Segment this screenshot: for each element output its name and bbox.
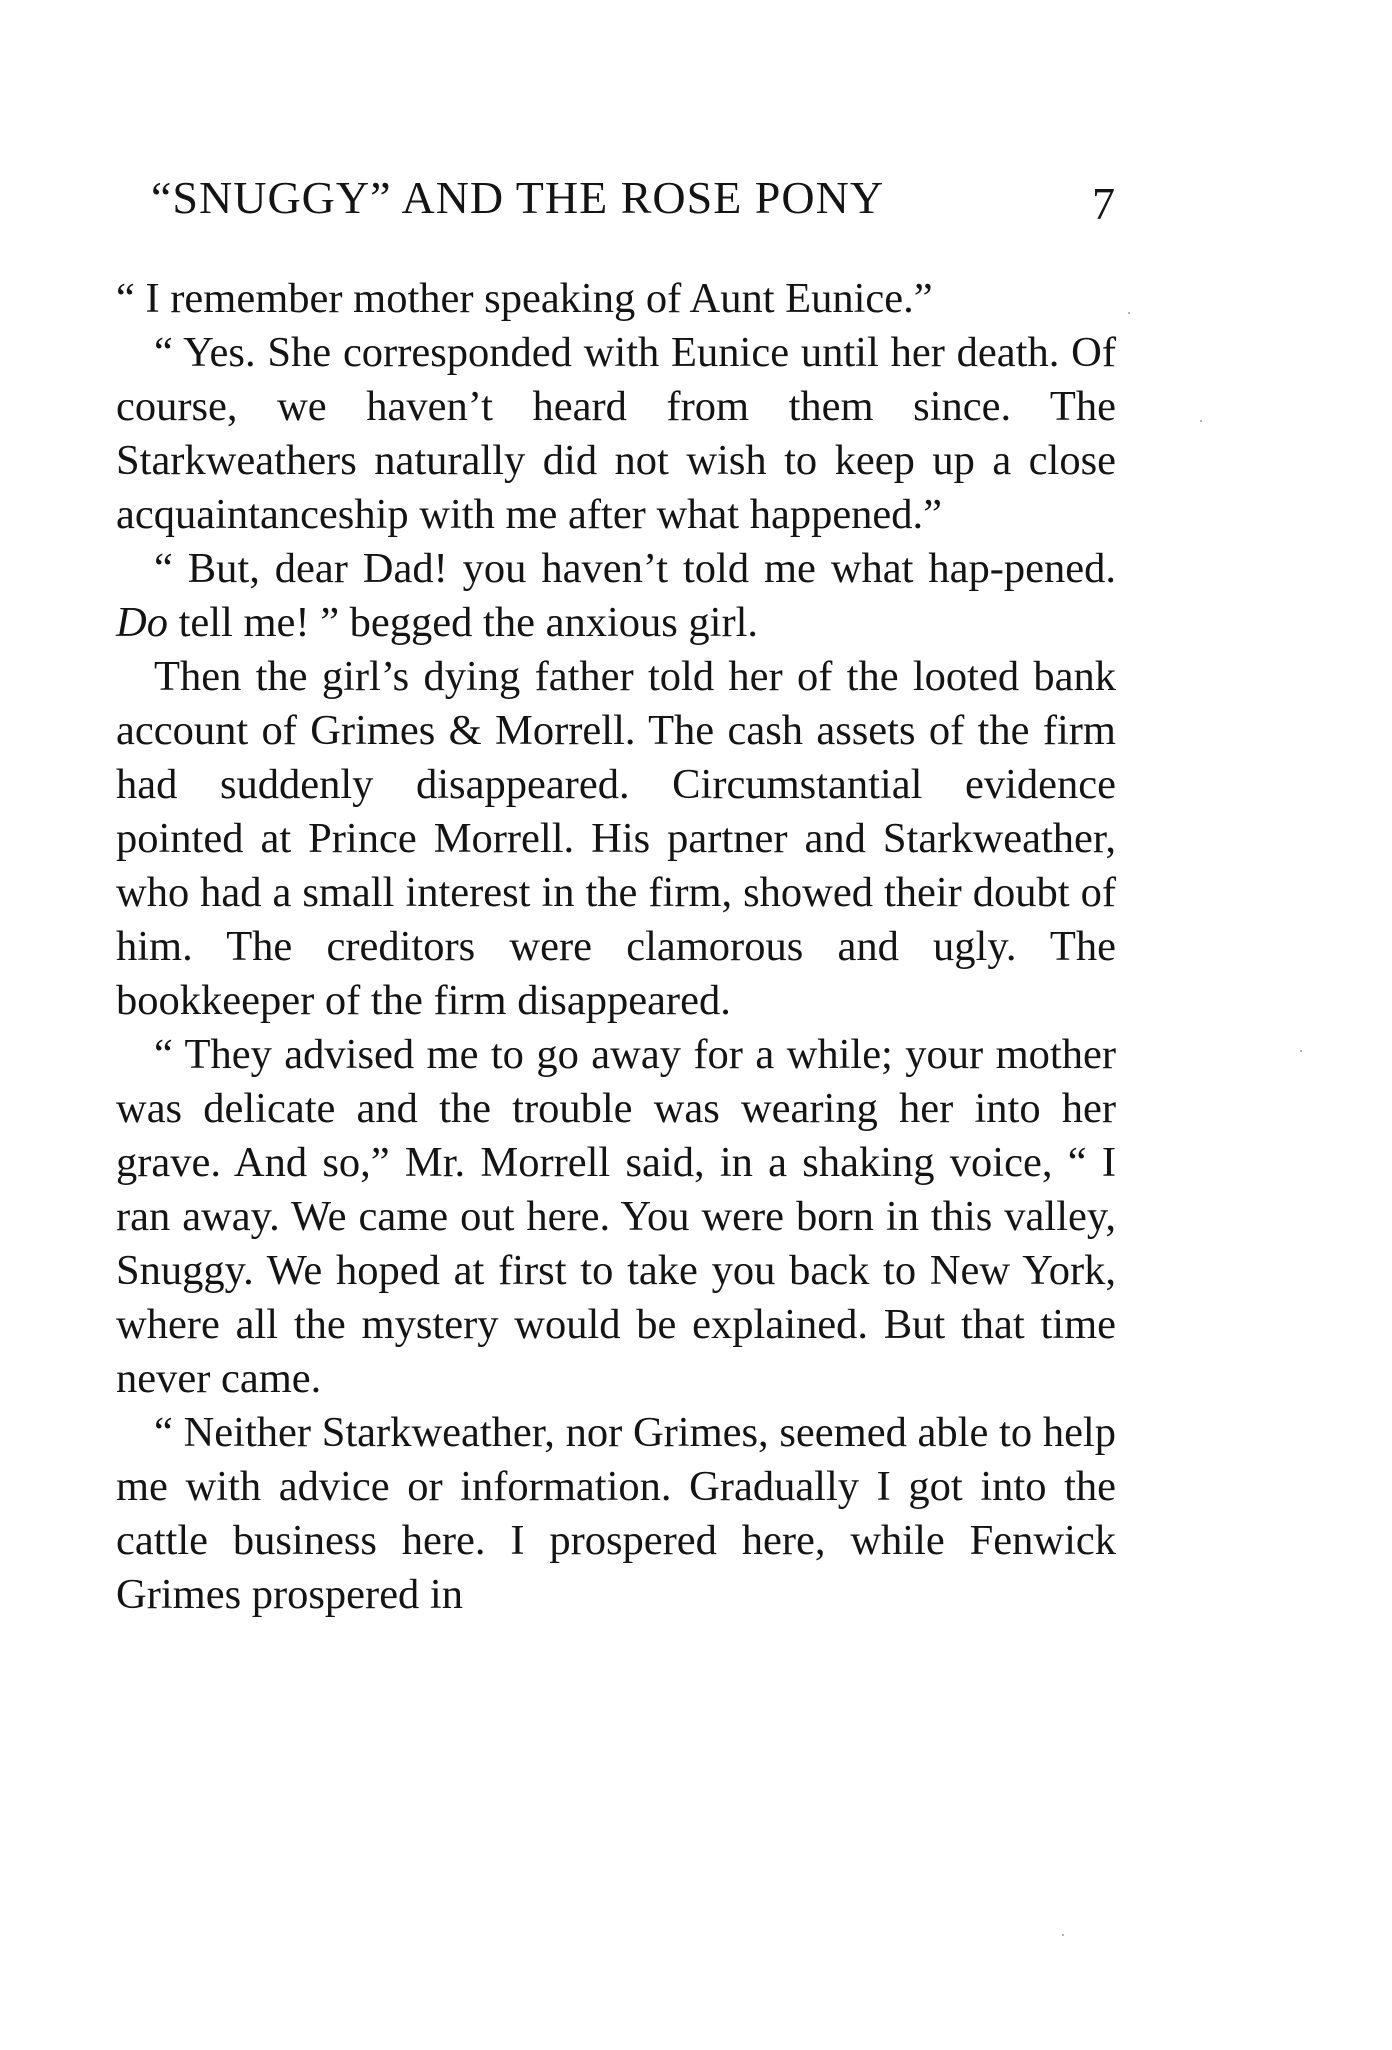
chapter-title: “SNUGGY” AND THE ROSE PONY	[151, 172, 885, 223]
paragraph: “ I remember mother speaking of Aunt Eunice.”	[116, 275, 933, 322]
paragraph-text: tell me! ” begged the anxious girl.	[167, 599, 759, 646]
page-number: 7	[1092, 178, 1116, 229]
paper-speck	[1062, 1934, 1064, 1936]
paragraph: Then the girl’s dying father told her of the looted bank account of Grimes & Morrell. The cash assets of the firm had suddenly disappeared. Circumstantial evidence pointed at Prince Morrell. His partner and Starkweather, who had a small interest in the firm, showed their doubt of him. The creditors were clamorous and ugly. The bookkeeper of the firm disappeared.	[116, 653, 1116, 1024]
running-head	[151, 168, 1116, 228]
paragraph	[116, 542, 1116, 650]
paragraph-text: “ But, dear Dad! you haven’t told me what hap-pened.	[154, 545, 1116, 592]
paragraph: “ Neither Starkweather, nor Grimes, seemed able to help me with advice or information. Gradually I got into the cattle business here. I prospered here, while Fenwick Grimes prospered in	[116, 1409, 1116, 1618]
paragraph: “ They advised me to go away for a while; your mother was delicate and the trouble was wearing her into her grave. And so,” Mr. Morrell said, in a shaking voice, “ I ran away. We came out here. You were born in this valley, Snuggy. We hoped at first to take you back to New York, where all the mystery would be explained. But that time never came.	[116, 1031, 1116, 1402]
emphasis-text: Do	[116, 599, 168, 646]
paper-speck	[1300, 1050, 1302, 1052]
paper-speck	[1128, 312, 1130, 314]
paragraph: “ Yes. She corresponded with Eunice until her death. Of course, we haven’t heard from them since. The Starkweathers naturally did not wish to keep up a close acquaintanceship with me after what happened.”	[116, 329, 1116, 538]
body-text	[116, 272, 1116, 1622]
paper-speck	[1200, 420, 1202, 422]
